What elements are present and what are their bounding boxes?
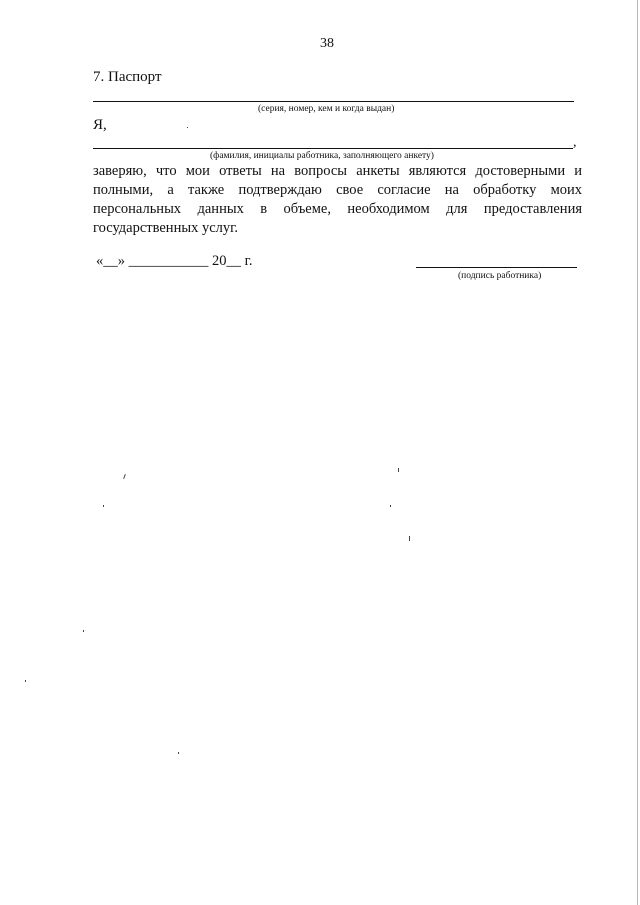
scan-speck [123, 474, 126, 479]
name-field-line[interactable] [93, 148, 573, 149]
scan-speck [83, 630, 84, 632]
scan-speck [25, 680, 26, 682]
declaration-line: заверяю, что мои ответы на вопросы анкеты являются достоверными и [93, 163, 582, 179]
passport-field-caption: (серия, номер, кем и когда выдан) [258, 104, 395, 114]
scan-edge-line [637, 0, 638, 905]
page-number: 38 [320, 36, 334, 51]
name-field-comma: , [573, 135, 577, 150]
declaration-line: полными, а также подтверждаю свое согласие на обработку моих [93, 182, 582, 198]
signature-field-line[interactable] [416, 267, 577, 268]
signature-field-caption: (подпись работника) [458, 271, 542, 281]
scan-speck [103, 505, 104, 507]
declaration-paragraph [93, 162, 582, 238]
scan-speck [398, 468, 399, 472]
date-field[interactable]: «__» ___________ 20__ г. [96, 253, 253, 269]
scan-speck [409, 536, 410, 541]
passport-field-line[interactable] [93, 101, 574, 102]
declaration-line: персональных данных в объеме, необходимом для предоставления [93, 201, 582, 217]
declaration-pronoun: Я, [93, 117, 107, 133]
scan-speck [187, 127, 188, 128]
scan-speck [178, 752, 179, 754]
name-field-caption: (фамилия, инициалы работника, заполняющего анкету) [210, 151, 434, 161]
declaration-line: государственных услуг. [93, 220, 239, 236]
section-title: 7. Паспорт [93, 69, 162, 85]
scan-speck [390, 505, 391, 507]
